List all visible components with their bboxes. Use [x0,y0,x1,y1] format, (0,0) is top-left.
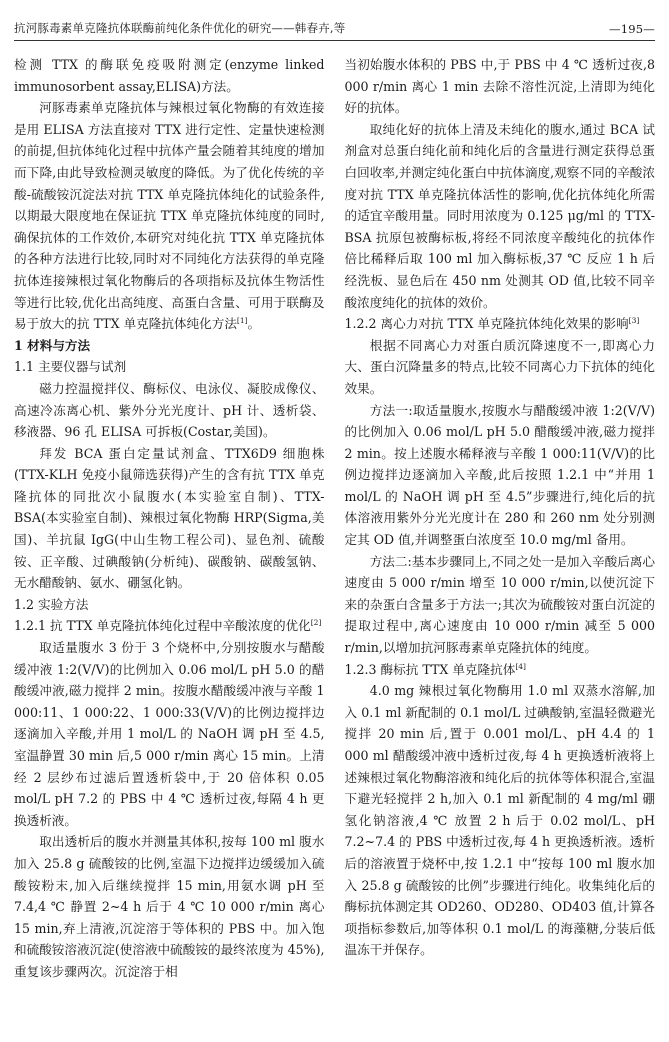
paragraph: 检测 TTX 的酶联免疫吸附测定(enzyme linked immunosorbent assay,ELISA)方法。 [14,57,325,94]
paragraph: 河豚毒素单克隆抗体与辣根过氧化物酶的有效连接是用 ELISA 方法直接对 TTX 进行定性、定量快速检测的前提,但抗体纯化过程中抗体产量会随着其纯度的增加而下降,由此导致检测灵敏度的降低。为了优化传统的辛酸-硫酸铵沉淀法对抗 TTX 单克隆抗体纯化的试验条件,以期最大限度地在保证抗 TTX 单克隆抗体纯度的同时,确保抗体的工作效价,本研究对纯化抗 TTX 单克隆抗体的各种方法进行比较,同时对不同纯化方法获得的单克隆抗体连接辣根过氧化物酶后的各项指标及抗体生物活性等进行比较,优化出高纯度、高蛋白含量、可用于联酶及易于放大的抗 TTX 单克隆抗体纯化方法[1]。 [14,100,325,332]
paragraph: 根据不同离心力对蛋白质沉降速度不一,即离心力大、蛋白沉降量多的特点,比较不同离心力下抗体的纯化效果。 [344,337,655,396]
paragraph: 方法一:取适量腹水,按腹水与醋酸缓冲液 1:2(V/V)的比例加入 0.06 mol/L pH 5.0 醋酸缓冲液,磁力搅拌 2 min。按上述腹水稀释液与辛酸 1 000:11(V/V)的比例边搅拌边逐滴加入辛酸,此后按照 1.2.1 中“并用 1 mol/L 的 NaOH 调 pH 至 4.5”步骤进行,纯化后的抗体溶液用紫外分光光度计在 280 和 260 nm 处分别测定其 OD 值,并调整蛋白浓度至 10.0 mg/ml 备用。 [344,402,655,548]
subsection-heading: 1.2 实验方法 [14,596,89,612]
paragraph: 取适量腹水 3 份于 3 个烧杯中,分别按腹水与醋酸缓冲液 1:2(V/V)的比例加入 0.06 mol/L pH 5.0 的醋酸缓冲液,磁力搅拌 2 min。按腹水醋酸缓冲液与辛酸 1 000:11、1 000:22、1 000:33(V/V)的比例边搅拌边逐滴加入辛酸,并用 1 mol/L 的 NaOH 调 pH 至 4.5,室温静置 30 min 后,5 000 r/min 离心 15 min。上清经 2 层纱布过滤后置透析袋中,于 20 倍体积 0.05 mol/L pH 7.2 的 PBS 中 4 ℃ 透析过夜,每隔 4 h 更换透析液。 [14,640,325,828]
subsection-heading: 1.1 主要仪器与试剂 [14,359,127,375]
paragraph: 当初始腹水体积的 PBS 中,于 PBS 中 4 ℃ 透析过夜,8 000 r/min 离心 1 min 去除不溶性沉淀,上清即为纯化好的抗体。 [344,57,655,116]
page-number: —195— [609,22,655,36]
citation: [1] [236,315,248,325]
running-title: 抗河豚毒素单克隆抗体联酶前纯化条件优化的研究——韩春卉,等 [14,21,346,35]
paragraph: 4.0 mg 辣根过氧化物酶用 1.0 ml 双蒸水溶解,加入 0.1 ml 新配制的 0.1 mol/L 过碘酸钠,室温轻微避光搅拌 20 min 后,置于 0.001 mol/L、pH 4.4 的 1 000 ml 醋酸缓冲液中透析过夜,每 4 h 更换透析液将上述辣根过氧化物酶溶液和纯化后的抗体等体积混合,室温下避光轻搅拌 2 h,加入 0.1 ml 新配制的 4 mg/ml 硼氢化钠溶液,4 ℃ 放置 2 h 后于 0.02 mol/L、pH 7.2~7.4 的 PBS 中透析过夜,每 4 h 更换透析液。透析后的溶液置于烧杯中,按 1.2.1 中“按每 100 ml 腹水加入 25.8 g 硫酸铵的比例”步骤进行纯化。收集纯化后的酶标抗体测定其 OD260、OD280、OD403 值,计算各项指标参数后,加等体积 0.1 mol/L 的海藻糖,分装后低温冻干并保存。 [344,683,655,958]
running-header [14,20,655,41]
subsubsection-heading: 1.2.2 离心力对抗 TTX 单克隆抗体纯化效果的影响[3] [344,315,640,332]
subsubsection-heading: 1.2.1 抗 TTX 单克隆抗体纯化过程中辛酸浓度的优化[2] [14,618,322,634]
paragraph: 磁力控温搅拌仪、酶标仪、电泳仪、凝胶成像仪、高速冷冻离心机、紫外分光光度计、pH 计、透析袋、移液器、96 孔 ELISA 可拆板(Costar,美国)。 [14,380,325,440]
citation: [4] [515,661,526,671]
paragraph: 拜发 BCA 蛋白定量试剂盒、TTX6D9 细胞株(TTX-KLH 免疫小鼠筛选获得)产生的含有抗 TTX 单克隆抗体的同批次小鼠腹水(本实验室自制)、TTX-BSA(本实验室自制)、辣根过氧化物酶 HRP(Sigma,美国)、羊抗鼠 IgG(中山生物工程公司)、显色剂、硫酸铵、正辛酸、过碘酸钠(分析纯)、碳酸钠、碳酸氢钠、无水醋酸钠、氨水、硼氢化钠。 [14,445,325,591]
section-heading: 1 材料与方法 [14,337,91,353]
article-body [14,54,655,1034]
right-column [345,54,656,1034]
left-column [14,54,325,1034]
subsubsection-heading: 1.2.3 酶标抗 TTX 单克隆抗体[4] [344,661,526,677]
citation: [3] [628,315,640,325]
citation: [2] [310,618,322,628]
paragraph: 取出透析后的腹水并测量其体积,按每 100 ml 腹水加入 25.8 g 硫酸铵的比例,室温下边搅拌边缓缓加入硫酸铵粉末,加入后继续搅拌 15 min,用氨水调 pH 至 7.4,4 ℃ 静置 2~4 h 后于 4 ℃ 10 000 r/min 离心 15 min,弃上清液,沉淀溶于等体积的 PBS 中。加入饱和硫酸铵溶液沉淀(使溶液中硫酸铵的最终浓度为 45%),重复该步骤两次。沉淀溶于相 [14,834,325,979]
paragraph: 方法二:基本步骤同上,不同之处一是加入辛酸后离心速度由 5 000 r/min 增至 10 000 r/min,以使沉淀下来的杂蛋白含量多于方法一;其次为硫酸铵对蛋白沉淀的提取过程中,离心速度由 10 000 r/min 减至 5 000 r/min,以增加抗河豚毒素单克隆抗体的纯度。 [344,553,655,656]
paragraph: 取纯化好的抗体上清及未纯化的腹水,通过 BCA 试剂盒对总蛋白纯化前和纯化后的含量进行测定获得总蛋白回收率,并测定纯化蛋白中抗体滴度,观察不同的辛酸浓度对抗 TTX 单克隆抗体活性的影响,优化抗体纯化所需的适宜辛酸用量。同时用浓度为 0.125 μg/ml 的 TTX-BSA 抗原包被酶标板,将经不同浓度辛酸纯化的抗体作倍比稀释后取 100 ml 加入酶标板,37 ℃ 反应 1 h 后经洗板、显色后在 450 nm 处测其 OD 值,比较不同辛酸浓度纯化的抗体的效价。 [344,121,655,310]
